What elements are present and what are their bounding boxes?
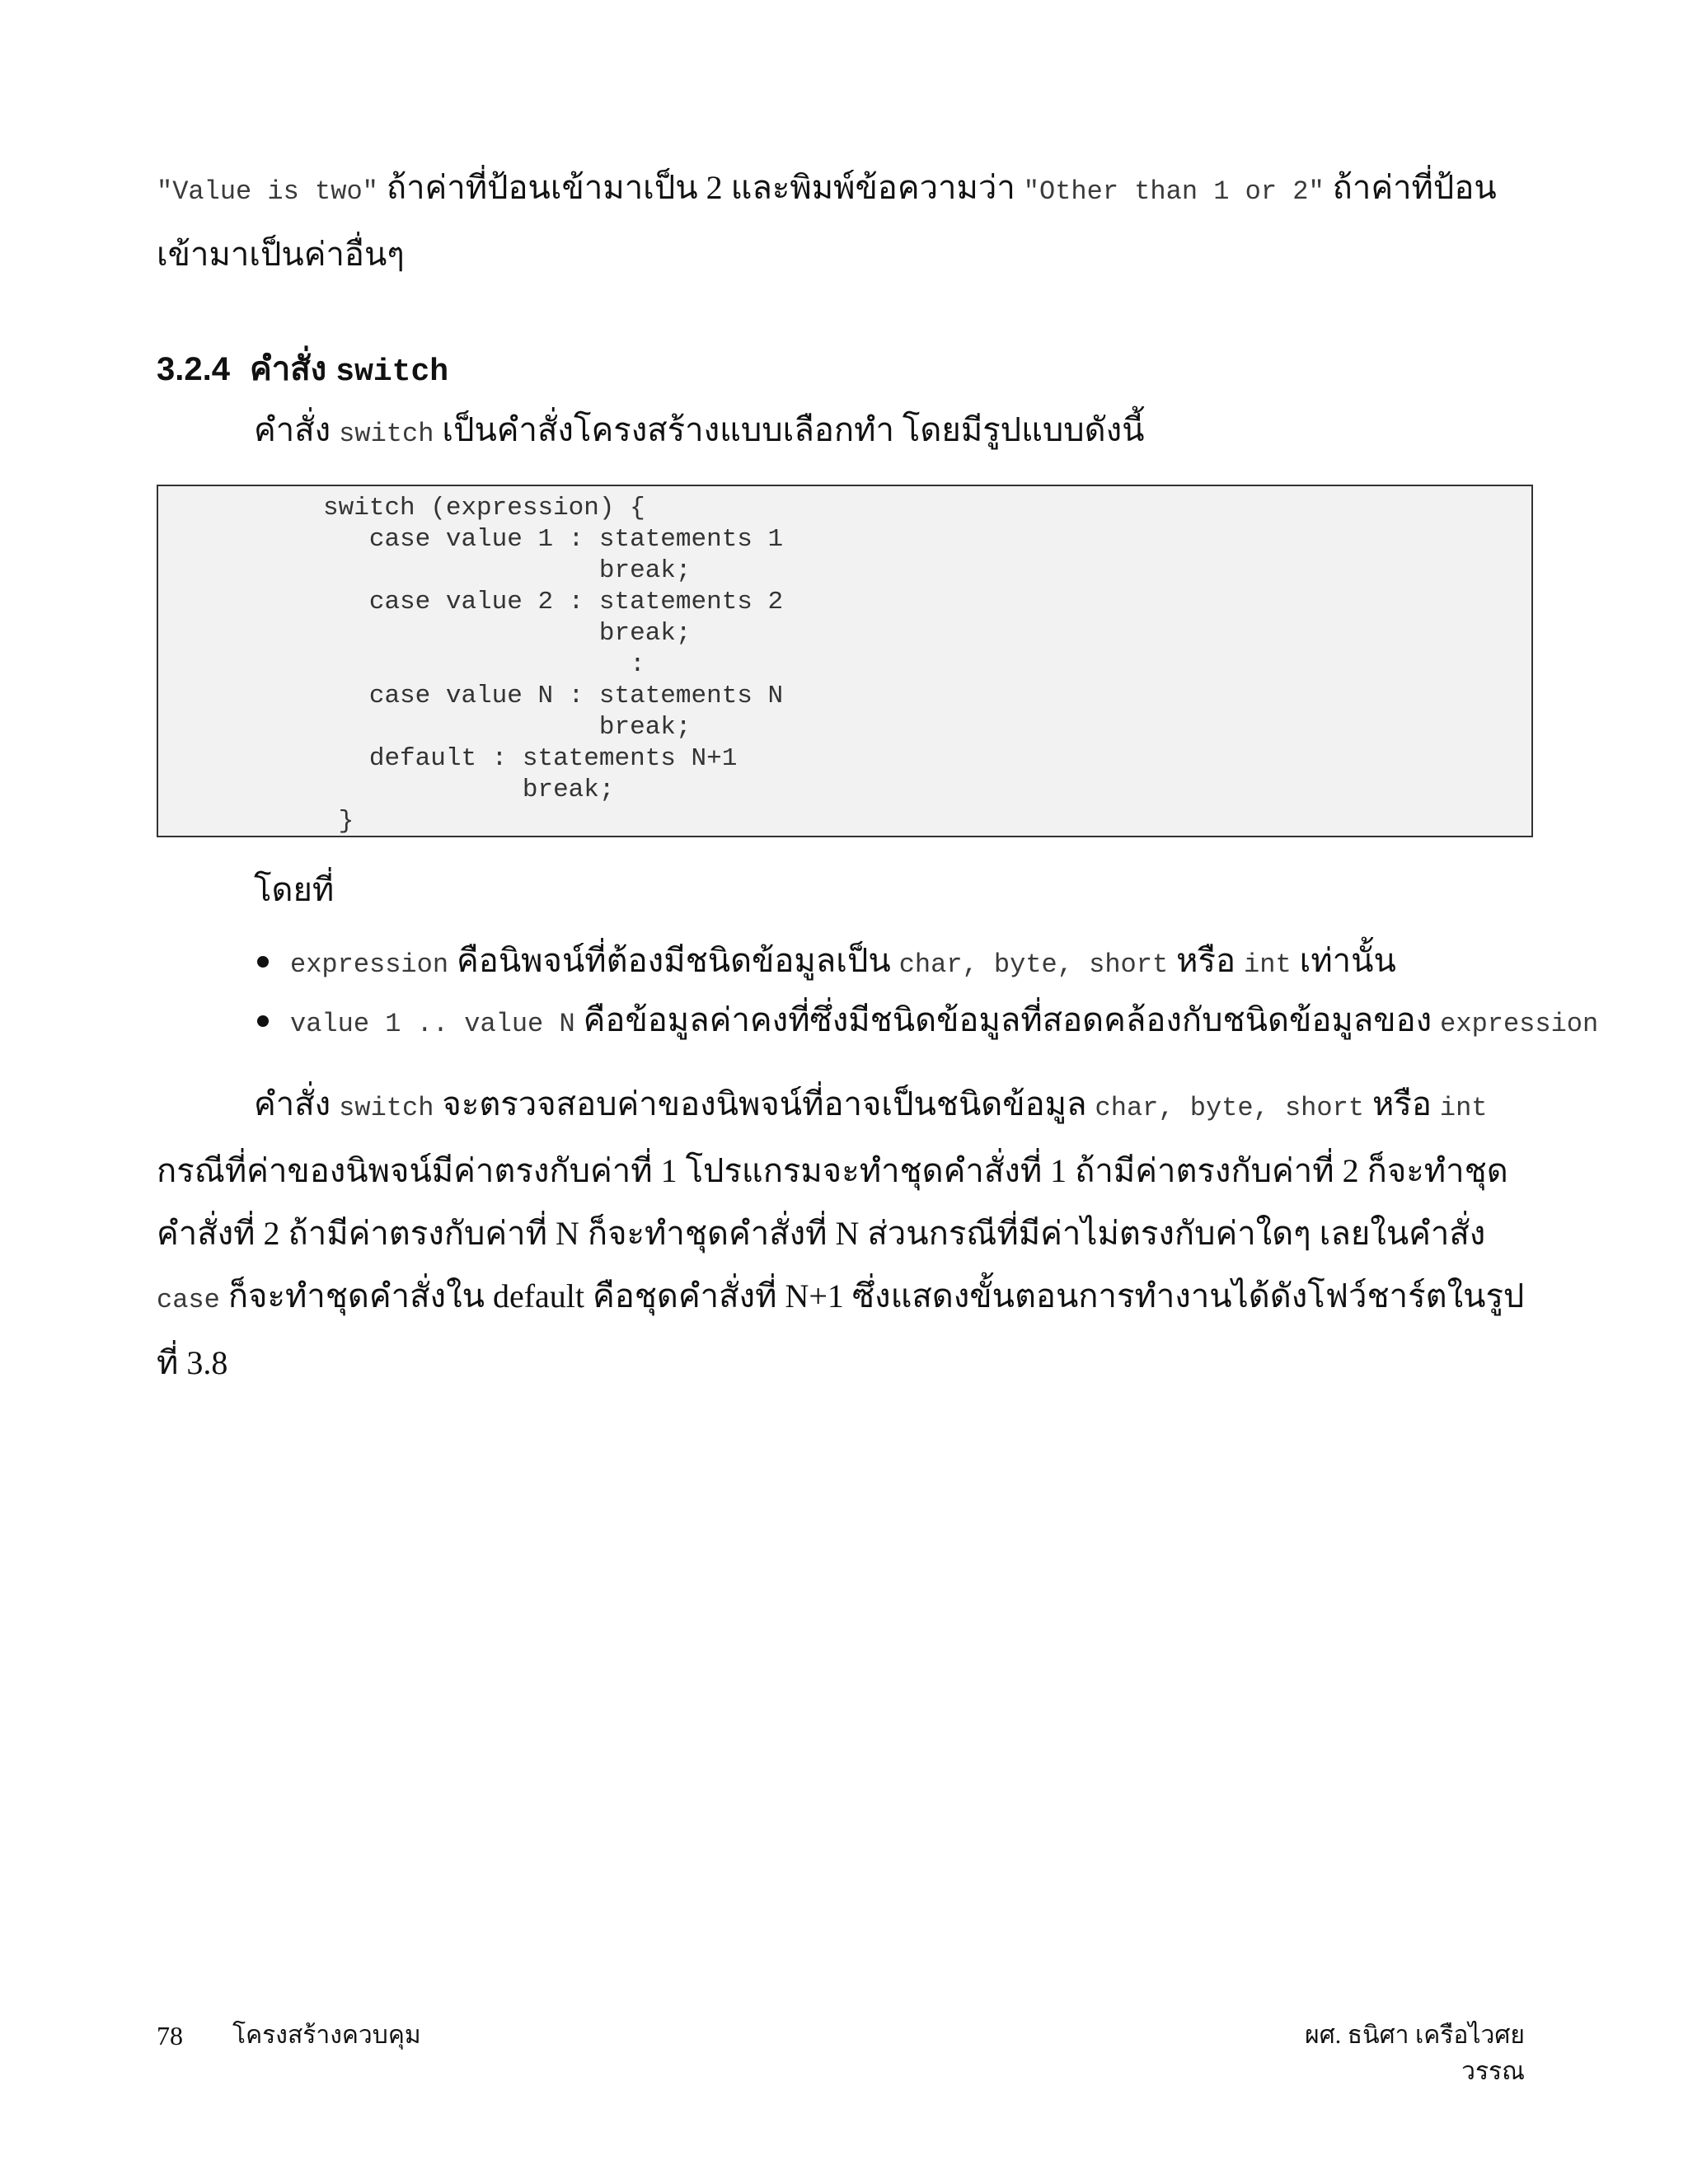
inline-code: expression — [290, 949, 449, 980]
footer-author: ผศ. ธนิศา เครือไวศยวรรณ — [1305, 2022, 1525, 2085]
bullet-text: เท่านั้น — [1291, 942, 1396, 979]
bullet-icon — [257, 1015, 269, 1027]
section-number: 3.2.4 — [157, 351, 230, 387]
inline-code: int — [1244, 949, 1292, 980]
inline-code: switch — [339, 1093, 434, 1123]
footer-page-number: 78 — [157, 2021, 183, 2050]
bullet-list — [254, 931, 1598, 1050]
section-heading — [157, 346, 448, 396]
intro-paragraph — [157, 157, 1541, 286]
where-label: โดยที่ — [254, 871, 335, 908]
explain-text: หรือ — [1363, 1085, 1440, 1122]
explain-text: คำสั่ง — [254, 1085, 340, 1122]
inline-code: switch — [339, 419, 434, 449]
explain-text: กรณีที่ค่าของนิพจน์มีค่าตรงกับค่าที่ 1 โปรแกรมจะทำชุดคำสั่งที่ 1 ถ้ามีค่าตรงกับค่าที่ 2 ก็จะทำชุดคำสั่งที่ 2 ถ้ามีค่าตรงกับค่าที่ N ก็จะทำชุดคำสั่งที่ N ส่วนกรณีที่มีค่าไม่ตรงกับค่าใดๆ เลยในคำสั่ง — [157, 1152, 1508, 1252]
lead-text: คำสั่ง — [254, 411, 340, 448]
section-keyword: switch — [335, 354, 449, 390]
bullet-text: คือข้อมูลค่าคงที่ซึ่งมีชนิดข้อมูลที่สอดคล้องกับชนิดข้อมูลของ — [574, 1001, 1441, 1038]
code-block — [157, 485, 1533, 837]
inline-code: char, byte, short — [898, 949, 1169, 980]
inline-code: char, byte, short — [1095, 1093, 1364, 1123]
inline-code: "Value is two" — [157, 176, 378, 207]
bullet-text: หรือ — [1168, 942, 1245, 979]
list-item — [254, 991, 1598, 1050]
inline-code: int — [1439, 1093, 1488, 1123]
explain-text: ก็จะทำชุดคำสั่งใน default คือชุดคำสั่งที่ N+1 ซึ่งแสดงขั้นตอนการทำงานได้ดังโฟว์ชาร์ตในรูปที่ 3.8 — [157, 1277, 1525, 1381]
inline-code: case — [157, 1285, 220, 1315]
list-item — [254, 931, 1598, 991]
intro-text: ถ้าค่าที่ป้อนเข้ามาเป็น 2 และพิมพ์ข้อความว่า — [377, 169, 1024, 206]
inline-code: expression — [1440, 1009, 1599, 1039]
inline-code: "Other than 1 or 2" — [1023, 176, 1325, 207]
section-title: คำสั่ง — [249, 351, 327, 387]
lead-paragraph — [254, 407, 1144, 457]
bullet-text: คือนิพจน์ที่ต้องมีชนิดข้อมูลเป็น — [448, 942, 899, 979]
code-text: switch (expression) { case value 1 : statements 1 break; case value 2 : statements 2 break; : case value N : statements N break; default : statements N+1 break; } — [323, 494, 784, 836]
footer-chapter: โครงสร้างควบคุม — [232, 2022, 421, 2049]
explanation-paragraph — [157, 1073, 1541, 1394]
intro-text: ถ้าค่าที่ป้อนเข้ามาเป็นค่าอื่นๆ — [157, 169, 1497, 273]
inline-code: value 1 .. value N — [290, 1009, 575, 1039]
explain-text: จะตรวจสอบค่าของนิพจน์ที่อาจเป็นชนิดข้อมูล — [434, 1085, 1095, 1122]
bullet-icon — [257, 956, 269, 968]
lead-text: เป็นคำสั่งโครงสร้างแบบเลือกทำ โดยมีรูปแบบดังนี้ — [434, 411, 1145, 448]
